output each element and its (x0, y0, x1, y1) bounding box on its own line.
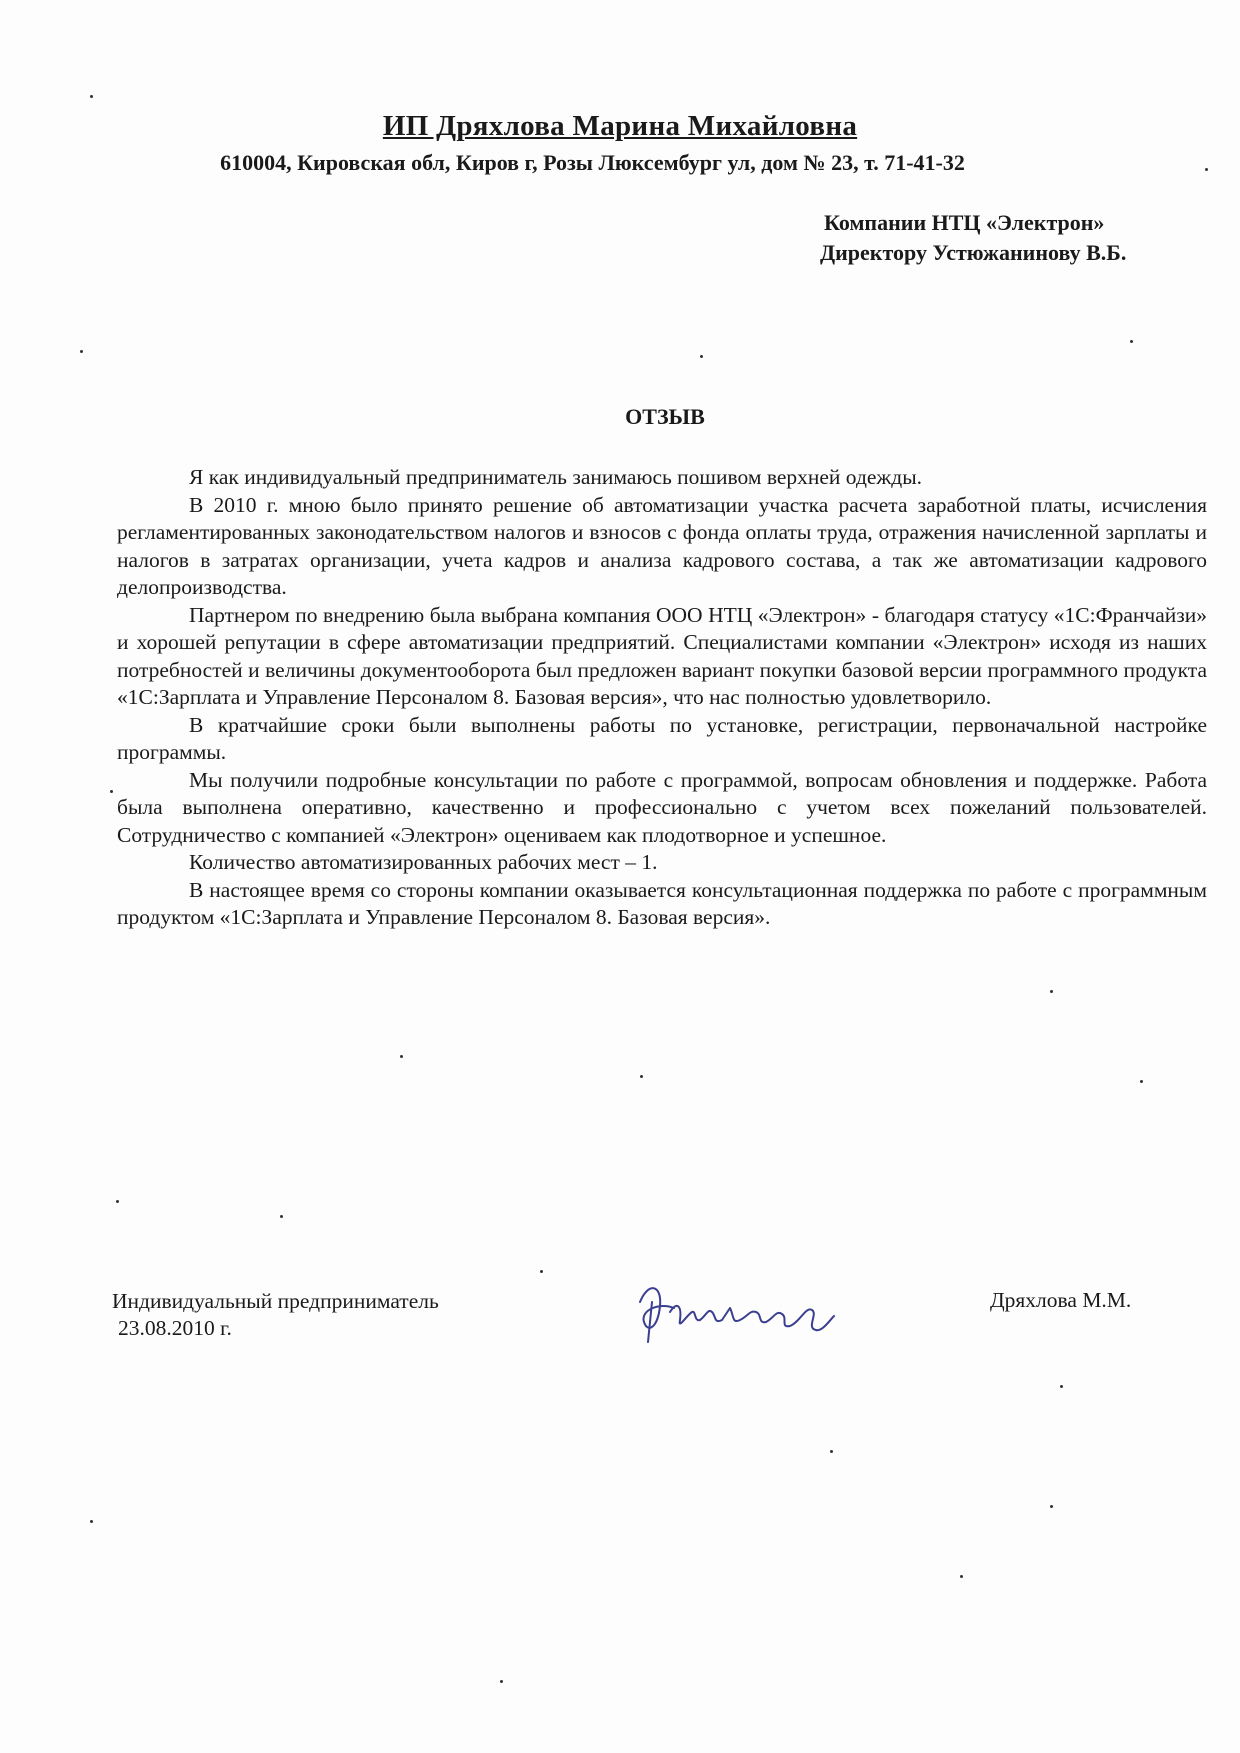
scan-speck (110, 790, 113, 793)
paragraph: Мы получили подробные консультации по работе с программой, вопросам обновления и поддержке. Работа была выполнена оперативно, качественно и профессионально с учетом всех пожеланий пользователей. Сотрудничество с компанией «Электрон» оцениваем как плодотворное и успешное. (117, 767, 1207, 847)
scan-speck (400, 1055, 403, 1058)
addressee-block (820, 208, 1220, 268)
paragraph: Количество автоматизированных рабочих мест – 1. (189, 850, 658, 874)
addressee-company: Компании НТЦ «Электрон» (824, 210, 1105, 235)
scan-speck (960, 1575, 963, 1578)
scan-speck (1050, 990, 1053, 993)
paragraph: Партнером по внедрению была выбрана компания ООО НТЦ «Электрон» - благодаря статусу «1С:Франчайзи» и хорошей репутации в сфере автоматизации предприятий. Специалистами компании «Электрон» исходя из наших потребностей и величины документооборота был предложен вариант покупки базовой версии программного продукта «1С:Зарплата и Управление Персоналом 8. Базовая версия», что нас полностью удовлетворило. (117, 602, 1207, 709)
sender-name: ИП Дряхлова Марина Михайловна (382, 110, 858, 142)
scan-speck (640, 1075, 643, 1078)
scan-speck (830, 1450, 833, 1453)
letter-body (117, 464, 1207, 932)
scan-speck (1205, 168, 1208, 171)
handwritten-signature (630, 1272, 840, 1352)
scan-speck (1060, 1385, 1063, 1388)
scan-speck (500, 1680, 503, 1683)
scan-speck (90, 1520, 93, 1523)
scan-speck (1140, 1080, 1143, 1083)
paragraph: Я как индивидуальный предприниматель занимаюсь пошивом верхней одежды. (189, 465, 923, 489)
document-date: 23.08.2010 г. (118, 1316, 232, 1340)
paragraph: В кратчайшие сроки были выполнены работы по установке, регистрации, первоначальной настройке программы. (117, 712, 1207, 764)
scan-speck (700, 355, 703, 358)
signatory-block (112, 1288, 439, 1342)
paragraph: В 2010 г. мною было принято решение об автоматизации участка расчета заработной платы, исчисления регламентированных законодательством налогов и взносов с фонда оплаты труда, отражения начисленной зарплаты и налогов в затратах организации, учета кадров и анализа кадрового состава, а так же автоматизации кадрового делопроизводства. (117, 492, 1207, 599)
sender-address: 610004, Кировская обл, Киров г, Розы Люксембург ул, дом № 23, т. 71-41-32 (220, 150, 965, 175)
signatory-position: Индивидуальный предприниматель (112, 1289, 439, 1313)
scan-speck (280, 1215, 283, 1218)
addressee-director: Директору Устюжанинову В.Б. (820, 240, 1127, 265)
scan-speck (1050, 1505, 1053, 1508)
scan-speck (116, 1200, 119, 1203)
signer-name: Дряхлова М.М. (990, 1288, 1132, 1312)
scan-speck (540, 1270, 543, 1273)
scan-speck (1130, 340, 1133, 343)
paragraph: В настоящее время со стороны компании оказывается консультационная поддержка по работе с программным продуктом «1С:Зарплата и Управление Персоналом 8. Базовая версия». (117, 877, 1207, 929)
document-title: ОТЗЫВ (625, 404, 705, 429)
scan-speck (80, 350, 83, 353)
scan-speck (90, 95, 93, 98)
